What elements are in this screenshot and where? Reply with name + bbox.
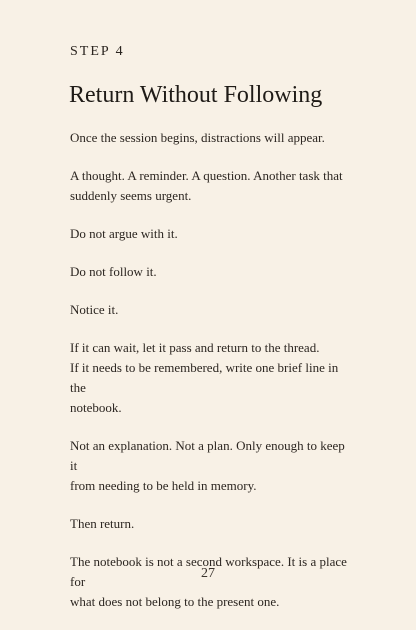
paragraph [70, 262, 352, 282]
text-line: from needing to be held in memory. [70, 478, 257, 493]
text-line: If it can wait, let it pass and return to the thread. [70, 340, 320, 355]
text-line: notebook. [70, 400, 122, 415]
paragraph [70, 552, 352, 612]
chapter-title: Return Without Following [69, 82, 323, 108]
text-line: Once the session begins, distractions will appear. [70, 130, 325, 145]
page-number: 27 [201, 566, 215, 581]
paragraph [70, 514, 352, 534]
text-line: Then return. [70, 516, 135, 531]
text-line: A thought. A reminder. A question. Another task that [70, 168, 343, 183]
text-line: Notice it. [70, 302, 119, 317]
text-line: Not an explanation. Not a plan. Only enough to keep it [70, 438, 345, 473]
paragraph [70, 128, 352, 148]
paragraph [70, 300, 352, 320]
paragraph [70, 338, 352, 418]
text-line: suddenly seems urgent. [70, 188, 192, 203]
paragraph [70, 166, 352, 206]
paragraph [70, 436, 352, 496]
step-label: STEP 4 [70, 44, 125, 59]
text-line: The notebook is not a second workspace. It is a place for [70, 554, 347, 589]
text-line: Do not follow it. [70, 264, 157, 279]
text-line: If it needs to be remembered, write one brief line in the [70, 360, 339, 395]
paragraph [70, 224, 352, 244]
body-text [70, 128, 352, 630]
text-line: Do not argue with it. [70, 226, 178, 241]
text-line: what does not belong to the present one. [70, 594, 280, 609]
